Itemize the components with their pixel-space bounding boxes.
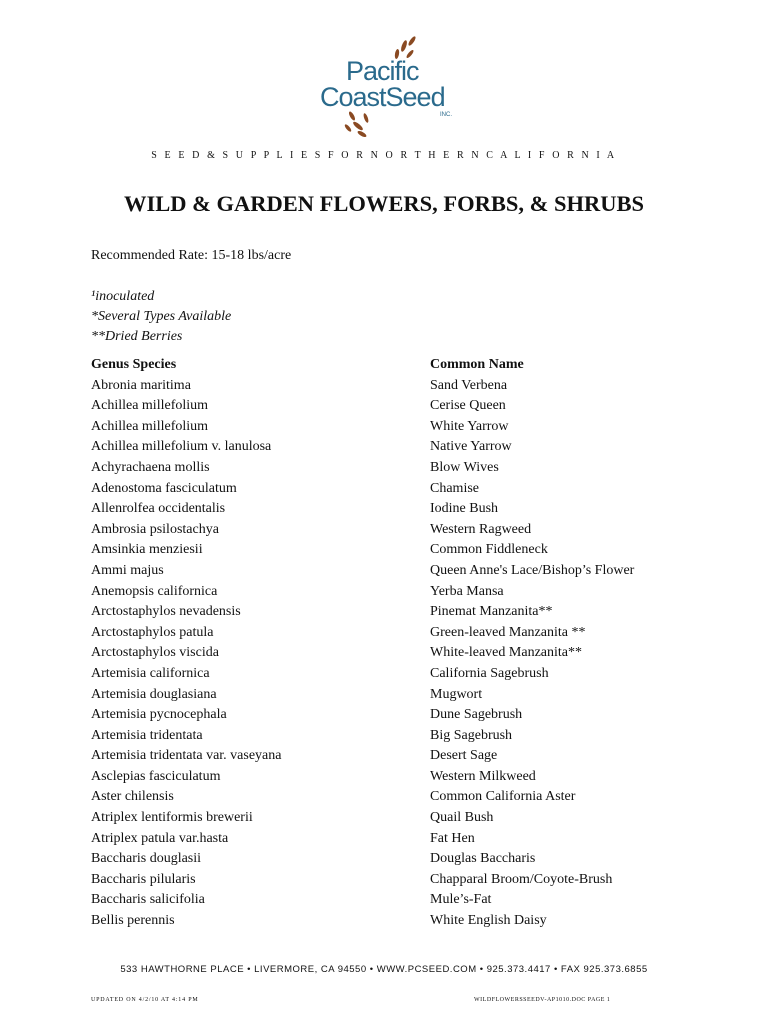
genus-species: Artemisia tridentata var. vaseyana [91,748,282,764]
table-row [91,419,691,440]
genus-species: Arctostaphylos viscida [91,645,219,661]
genus-species: Artemisia pycnocephala [91,707,227,723]
genus-species: Bellis perennis [91,913,175,929]
note-inoculated: ¹inoculated [91,289,155,304]
common-name: Blow Wives [430,459,499,475]
note-several-types: *Several Types Available [91,309,232,324]
genus-species: Asclepias fasciculatum [91,768,221,784]
genus-species: Ambrosia psilostachya [91,521,219,537]
common-name: Western Milkweed [430,768,536,784]
common-name: Mugwort [430,686,483,702]
file-name: WILDFLOWERSSEEDV-AP1010.DOC PAGE 1 [474,997,611,1003]
logo-line2: CoastSeed [320,82,445,112]
table-row [91,831,691,852]
genus-species: Amsinkia menziesii [91,542,203,558]
common-name: Chamise [430,480,479,496]
common-name: Native Yarrow [430,439,512,455]
table-row [91,584,691,605]
table-row [91,748,691,769]
table-row [91,645,691,666]
genus-species: Achillea millefolium [91,398,209,414]
table-row [91,563,691,584]
recommended-rate: Recommended Rate: 15-18 lbs/acre [91,248,292,263]
genus-species: Achyrachaena mollis [91,459,210,475]
common-name: Common California Aster [430,789,576,805]
common-name: Green-leaved Manzanita ** [430,624,586,640]
genus-species: Baccharis salicifolia [91,892,205,908]
notes [91,287,231,347]
genus-species: Achillea millefolium v. lanulosa [91,439,272,455]
table-row [91,892,691,913]
genus-species: Atriplex patula var.hasta [91,830,229,846]
genus-species: Adenostoma fasciculatum [91,480,237,496]
common-name: Cerise Queen [430,398,506,414]
genus-species: Atriplex lentiformis brewerii [91,810,253,826]
genus-species: Baccharis douglasii [91,851,202,867]
page-title: WILD & GARDEN FLOWERS, FORBS, & SHRUBS [123,191,645,216]
genus-species: Ammi majus [91,562,164,578]
common-name: Douglas Baccharis [430,851,536,867]
table-row [91,872,691,893]
table-row [91,666,691,687]
common-name: Dune Sagebrush [430,707,523,723]
genus-species: Arctostaphylos nevadensis [91,604,241,620]
updated-stamp: UPDATED ON 4/2/10 AT 4:14 PM [91,997,199,1003]
logo-line1: Pacific [346,56,419,86]
header-common: Common Name [430,357,524,372]
genus-species: Anemopsis californica [91,583,218,599]
footer-address: 533 HAWTHORNE PLACE • LIVERMORE, CA 94550 • WWW.PCSEED.COM • 925.373.4417 • FAX 925.373.6855 [120,964,648,975]
table-row [91,501,691,522]
table-row [91,810,691,831]
common-name: Sand Verbena [430,377,508,393]
table-header [91,357,691,378]
table-row [91,439,691,460]
common-name: Queen Anne's Lace/Bishop’s Flower [430,562,635,578]
tagline: S E E D & S U P P L I E S F O R N O R T H E R N C A L I F O R N I A [151,150,617,161]
common-name: White Yarrow [430,418,509,434]
table-row [91,851,691,872]
table-row [91,604,691,625]
table-row [91,707,691,728]
table-row [91,728,691,749]
genus-species: Baccharis pilularis [91,871,196,887]
common-name: Pinemat Manzanita** [430,604,553,620]
common-name: Iodine Bush [430,501,499,517]
genus-species: Aster chilensis [91,789,174,805]
company-logo [300,32,470,144]
common-name: Chapparal Broom/Coyote-Brush [430,871,613,887]
genus-species: Achillea millefolium [91,418,209,434]
common-name: White-leaved Manzanita** [430,645,582,661]
common-name: Desert Sage [430,748,498,764]
genus-species: Artemisia tridentata [91,727,203,743]
table-row [91,460,691,481]
table-row [91,789,691,810]
common-name: California Sagebrush [430,665,549,681]
genus-species: Abronia maritima [91,377,191,393]
genus-species: Artemisia californica [91,665,210,681]
common-name: Fat Hen [430,830,475,846]
table-row [91,398,691,419]
common-name: Common Fiddleneck [430,542,548,558]
common-name: Western Ragweed [430,521,532,537]
genus-species: Artemisia douglasiana [91,686,217,702]
logo-inc: INC. [440,112,452,118]
table-row [91,625,691,646]
table-row [91,481,691,502]
header-genus: Genus Species [91,357,177,372]
note-dried-berries: **Dried Berries [91,329,183,344]
table-row [91,913,691,934]
common-name: Mule’s-Fat [430,892,492,908]
species-table [91,357,691,934]
genus-species: Arctostaphylos patula [91,624,214,640]
common-name: White English Daisy [430,913,547,929]
common-name: Yerba Mansa [430,583,504,599]
table-row [91,378,691,399]
table-row [91,769,691,790]
table-row [91,542,691,563]
table-row [91,522,691,543]
genus-species: Allenrolfea occidentalis [91,501,226,517]
common-name: Quail Bush [430,810,494,826]
common-name: Big Sagebrush [430,727,513,743]
table-row [91,687,691,708]
